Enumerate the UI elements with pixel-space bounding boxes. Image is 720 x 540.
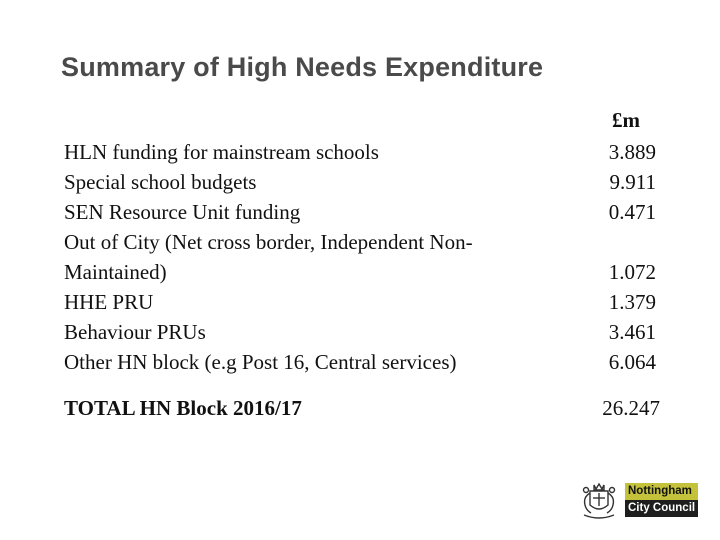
row-value: 3.461 xyxy=(608,320,656,344)
row-value: 3.889 xyxy=(608,140,656,164)
page-title: Summary of High Needs Expenditure xyxy=(61,52,544,82)
unit-header: £m xyxy=(612,108,640,132)
row-label: Maintained) xyxy=(64,260,167,284)
row-label: Out of City (Net cross border, Independent Non- xyxy=(64,230,473,254)
row-value: 9.911 xyxy=(609,170,656,194)
row-label: Other HN block (e.g Post 16, Central services) xyxy=(64,350,457,374)
logo-line1: Nottingham xyxy=(625,483,698,500)
row-label: Behaviour PRUs xyxy=(64,320,206,344)
row-value: 1.072 xyxy=(608,260,656,284)
row-value: 6.064 xyxy=(608,350,656,374)
council-logo xyxy=(576,476,706,524)
row-label: HLN funding for mainstream schools xyxy=(64,140,379,164)
logo-line2: City Council xyxy=(625,500,698,517)
row-label: HHE PRU xyxy=(64,290,154,314)
row-value: 1.379 xyxy=(608,290,656,314)
row-label: Special school budgets xyxy=(64,170,257,194)
expenditure-values xyxy=(560,137,656,377)
row-value-wrap xyxy=(560,227,656,287)
logo-text xyxy=(625,483,698,517)
row-value: 0.471 xyxy=(608,200,656,224)
expenditure-labels xyxy=(64,137,544,377)
total-value: 26.247 xyxy=(602,396,660,420)
council-crest-icon xyxy=(576,477,622,523)
row-label: SEN Resource Unit funding xyxy=(64,200,301,224)
total-label: TOTAL HN Block 2016/17 xyxy=(64,396,302,420)
